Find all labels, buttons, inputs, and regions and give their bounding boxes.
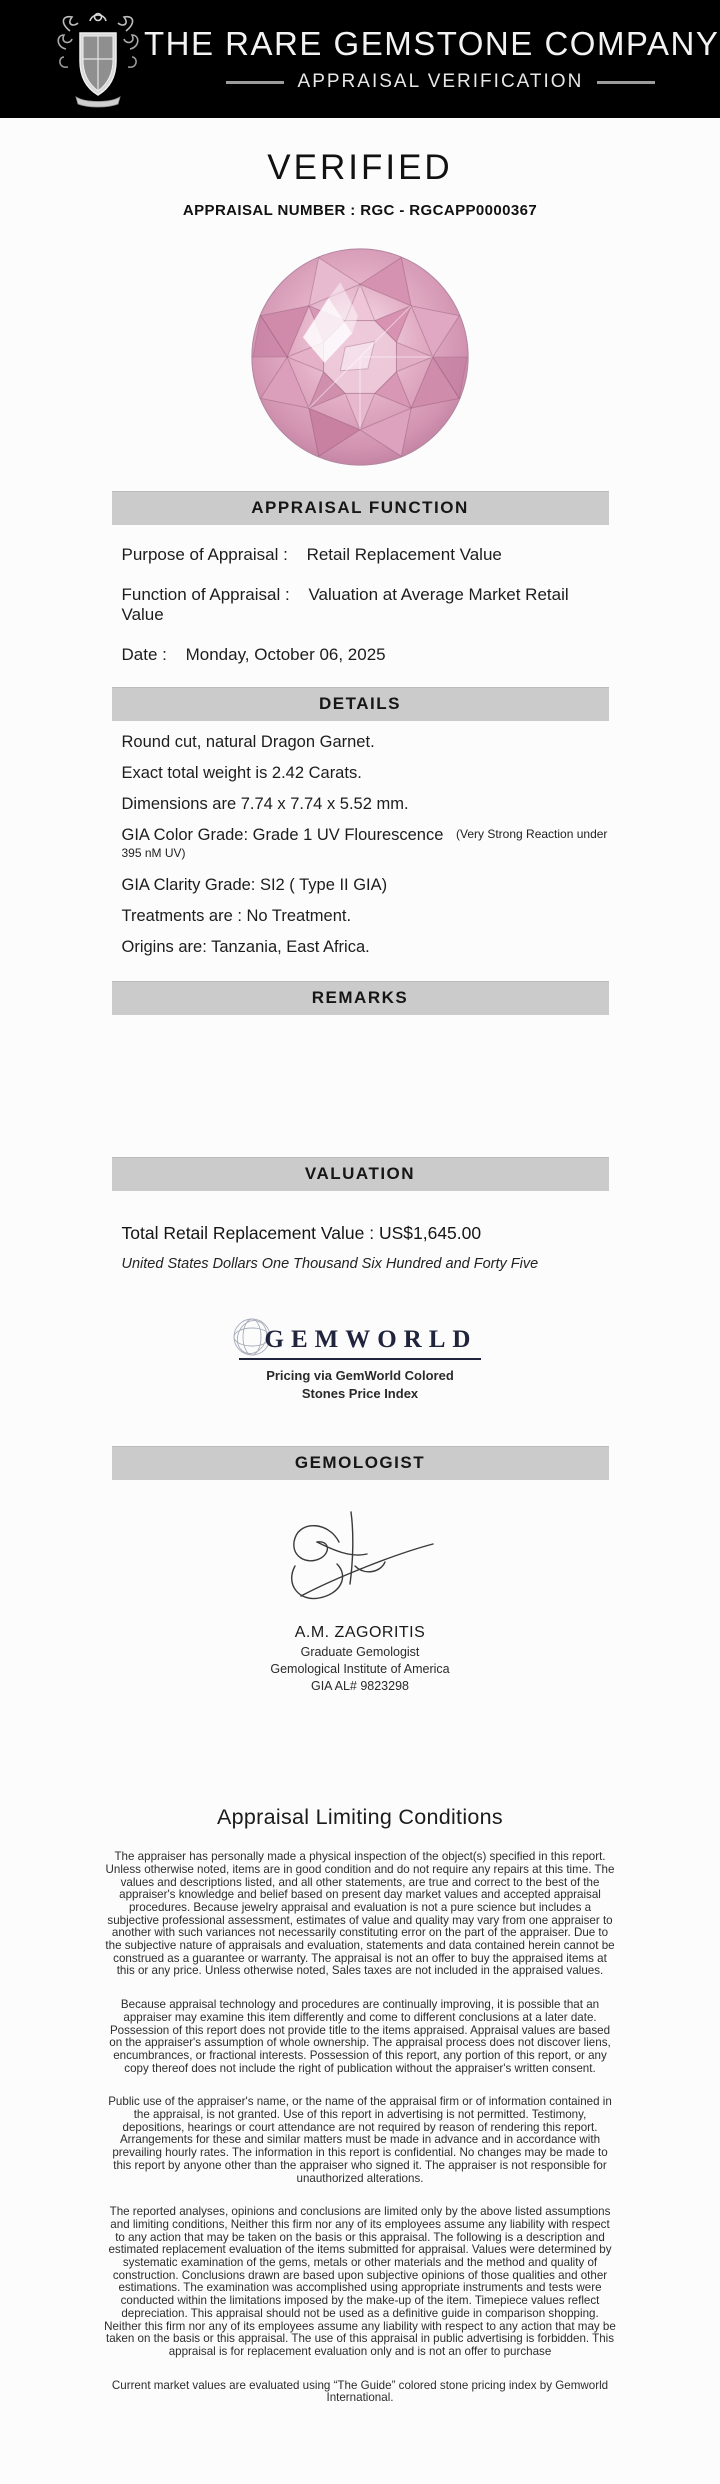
company-crest-logo-icon — [52, 9, 144, 109]
purpose-value: Retail Replacement Value — [306, 545, 502, 564]
gemworld-caption — [230, 1367, 490, 1402]
section-bar-details: DETAILS — [112, 687, 609, 721]
gemworld-wordmark: GEMWORLD — [264, 1326, 478, 1353]
limiting-conditions-paragraph-2: Because appraisal technology and procedures are continually improving, it is possible that an appraiser may examine this item differently and come to different conclusions at a later date. Possession of this report does not provide title to the items appraised. Appraisal values are based on the appraiser's assumption of whole ownership. The appraisal process does not discover liens, encumbrances, or fractional interests. Possession of this report, any portion of this report, or any copy thereof does not include the right of publication without the appraiser's written consent. — [109, 1998, 611, 2075]
tagline-right-rule — [597, 81, 655, 84]
detail-treatments-line: Treatments are : No Treatment. — [121, 907, 352, 925]
header-text-block — [144, 25, 720, 93]
purpose-label: Purpose of Appraisal : — [121, 545, 288, 564]
date-value: Monday, October 06, 2025 — [185, 645, 386, 664]
verified-title: VERIFIED — [267, 148, 453, 187]
limiting-conditions-body — [104, 1851, 616, 2405]
limiting-conditions-paragraph-3: Public use of the appraiser's name, or the name of the appraisal firm or of information contained in the appraisal, is not granted. Use of this report in advertising is not permitted. Testimony, depositions, hearings or court attendance are not required by reason of rendering this report. Arrangements for these and similar matters must be made in advance and in accordance with prevailing hourly rates. The information in this report is confidential. No changes may be made to this report by anyone other than the appraiser who signed it. The appraiser is not responsible for unauthorized alterations. — [108, 2095, 612, 2185]
company-name-text: THE RARE GEMSTONE COMPANY — [144, 25, 720, 62]
gemworld-logo — [239, 1324, 482, 1360]
appraisal-function-body — [112, 545, 609, 665]
gemologist-credential-3: GIA AL# 9823298 — [310, 1679, 409, 1694]
header — [0, 0, 720, 118]
remarks-empty-space — [0, 1015, 720, 1157]
limiting-conditions-heading: Appraisal Limiting Conditions — [217, 1805, 503, 1830]
date-row — [122, 645, 609, 665]
section-bar-remarks: REMARKS — [112, 981, 609, 1015]
section-bar-appraisal-function: APPRAISAL FUNCTION — [112, 491, 609, 525]
detail-dimensions-line: Dimensions are 7.74 x 7.74 x 5.52 mm. — [121, 795, 409, 813]
detail-cut-line: Round cut, natural Dragon Garnet. — [121, 733, 375, 751]
limiting-conditions-paragraph-5: Current market values are evaluated using “The Guide” colored stone pricing index by Gemworld International. — [111, 2378, 609, 2405]
section-bar-valuation: VALUATION — [112, 1157, 609, 1191]
purpose-row — [122, 545, 609, 565]
detail-color-grade-line — [122, 826, 609, 864]
gemworld-caption-line1: Pricing via GemWorld Colored — [266, 1368, 454, 1383]
gemstone-photo — [242, 239, 478, 475]
detail-weight-line: Exact total weight is 2.42 Carats. — [121, 764, 362, 782]
limiting-conditions-paragraph-1: The appraiser has personally made a physical inspection of the object(s) specified in this report. Unless otherwise noted, items are in good condition and do not require any repairs at this time. The values and descriptions listed, and all other statements, are true and correct to the best of the appraiser's knowledge and belief based on present day market values and accepted appraisal procedures. Because jewelry appraisal and evaluation is not a pure science but includes a subjective professional assessment, estimates of value and quality may vary from one appraiser to another with such variances not necessarily constituting error on the part of the appraiser. Due to the subjective nature of appraisals and evaluation, statements and data contained herein cannot be construed as a guarantee or warranty. The appraisal is not an offer to buy the appraised items at this or any price. Unless otherwise noted, Sales taxes are not included in the appraised values. — [105, 1850, 615, 1978]
gemologist-name: A.M. ZAGORITIS — [294, 1624, 426, 1642]
valuation-total-line: Total Retail Replacement Value : US$1,645.00 — [121, 1223, 482, 1243]
date-label: Date : — [121, 645, 167, 664]
gemworld-caption-line2: Stones Price Index — [301, 1385, 419, 1401]
valuation-words-line: United States Dollars One Thousand Six Hundred and Forty Five — [121, 1256, 539, 1272]
limiting-conditions-paragraph-4: The reported analyses, opinions and conclusions are limited only by the above listed assumptions and limiting conditions, Neither this firm nor any of its employees assume any liability with respect to any action that may be taken on the basis or this appraisal. The following is a description and estimated replacement evaluation of the items submitted for appraisal. Values were determined by systematic examination of the gems, metals or other materials and the method and quality of construction. Conclusions drawn are based upon subjective opinions of those qualities and other estimations. The examination was accomplished using appropriate instruments and tests were conducted within the limitations imposed by the make-up of the item. Timepiece values reflect depreciation. This appraisal should not be used as a definitive guide in comparison shopping. Neither this firm nor any of its employees assume any liability with respect to any action that may be taken on the basis or this appraisal. The use of this appraisal in public advertising is forbidden. This appraisal is for replacement evaluation only and is not an offer to purchase — [104, 2205, 616, 2358]
detail-uv-note: (Very Strong Reaction under 395 nM UV) — [121, 827, 608, 860]
function-value: Valuation at Average Market Retail Value — [121, 585, 569, 624]
gemologist-credential-1: Graduate Gemologist — [300, 1645, 420, 1660]
appraisal-number: APPRAISAL NUMBER : RGC - RGCAPP0000367 — [182, 202, 538, 219]
detail-origins-line: Origins are: Tanzania, East Africa. — [121, 938, 370, 956]
gemologist-credential-2: Gemological Institute of America — [270, 1662, 450, 1677]
company-name — [144, 25, 720, 63]
detail-clarity-grade-line: GIA Clarity Grade: SI2 ( Type II GIA) — [121, 876, 388, 894]
function-label: Function of Appraisal : — [121, 585, 290, 604]
detail-color-grade-text: GIA Color Grade: Grade 1 UV Flourescence — [121, 826, 444, 844]
header-tagline: APPRAISAL VERIFICATION — [297, 71, 584, 92]
function-row — [122, 585, 609, 625]
valuation-body — [112, 1223, 609, 1272]
gemologist-signature — [255, 1506, 465, 1624]
details-body — [112, 733, 609, 957]
gemworld-pricing-block — [230, 1324, 490, 1402]
header-tagline-row — [226, 71, 656, 93]
section-bar-gemologist: GEMOLOGIST — [112, 1446, 609, 1480]
tagline-left-rule — [226, 81, 284, 84]
